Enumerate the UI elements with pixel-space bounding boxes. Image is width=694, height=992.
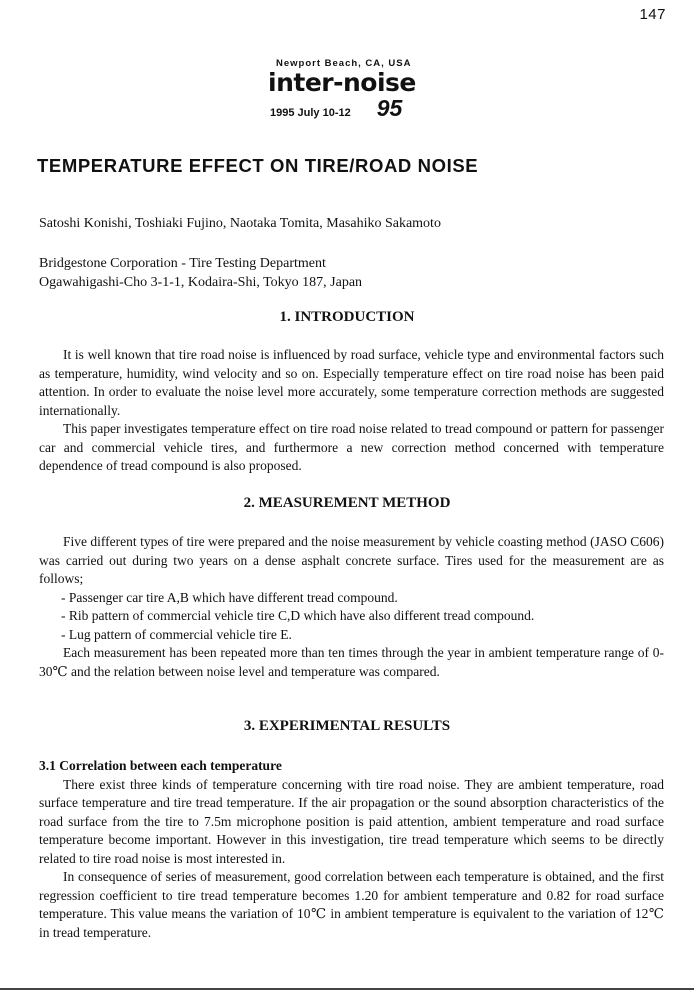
introduction-paragraph-2: This paper investigates temperature effect on tire road noise related to tread compound or pattern for passenger car and commercial vehicle tires, and furthermore a new correction method concerned with temperature dependence of tread compound is also proposed.: [39, 421, 664, 473]
results-paragraph-2: In consequence of series of measurement, good correlation between each temperature is obtained, and the first regression coefficient to tire tread temperature becomes 1.20 for ambient temperature and 0.82 for road surface temperature. This value means the variation of 10℃ in ambient temperature is equivalent to the variation of 12℃ in tread temperature.: [39, 869, 664, 940]
section-heading-measurement: 2. MEASUREMENT METHOD: [243, 495, 451, 511]
introduction-body: [39, 346, 664, 476]
section-heading-introduction: 1. INTRODUCTION: [279, 309, 415, 325]
paper-title: TEMPERATURE EFFECT ON TIRE/ROAD NOISE: [37, 155, 479, 176]
tire-list-item: - Lug pattern of commercial vehicle tire E.: [61, 626, 292, 642]
conference-logo: inter-noise: [268, 68, 416, 97]
measurement-body: [39, 533, 664, 681]
conference-date-row: [268, 95, 448, 121]
conference-location: Newport Beach, CA, USA: [276, 58, 412, 69]
affiliation-line-2: Ogawahigashi-Cho 3-1-1, Kodaira-Shi, Tokyo 187, Japan: [39, 275, 363, 290]
section-heading-results: 3. EXPERIMENTAL RESULTS: [243, 718, 451, 734]
affiliation: [39, 254, 362, 292]
conference-header: [268, 58, 448, 119]
page-number: 147: [639, 6, 666, 23]
results-subheading: 3.1 Correlation between each temperature: [39, 758, 282, 773]
results-paragraph-1: There exist three kinds of temperature concerning with tire road noise. They are ambient temperature, road surface temperature and tire tread temperature. If the air propagation or the sound absorption characteristics of the road surface from the tire to 7.5m microphone position is paid attention, ambient temperature and road surface temperature become important. However in this investigation, tire tread temperature which seems to be directly related to tire road noise is most interested in.: [39, 776, 664, 866]
conference-year: 95: [376, 95, 403, 121]
affiliation-line-1: Bridgestone Corporation - Tire Testing Department: [39, 256, 326, 271]
results-body: [39, 757, 664, 942]
introduction-paragraph-1: It is well known that tire road noise is influenced by road surface, vehicle type and environmental factors such as temperature, humidity, wind velocity and so on. Especially temperature effect on tire road noise has been paid attention. In order to evaluate the noise level more accurately, some temperature correction methods are suggested internationally.: [39, 347, 664, 418]
measurement-paragraph-2: Each measurement has been repeated more than ten times through the year in ambient temperature range of 0-30℃ and the relation between noise level and temperature was compared.: [39, 645, 664, 679]
authors: Satoshi Konishi, Toshiaki Fujino, Naotaka Tomita, Masahiko Sakamoto: [39, 216, 441, 231]
tire-list-item: - Passenger car tire A,B which have different tread compound.: [61, 589, 398, 605]
conference-dates: 1995 July 10-12: [270, 107, 351, 119]
tire-list-item: - Rib pattern of commercial vehicle tire C,D which have also different tread compound.: [61, 608, 535, 623]
measurement-paragraph-1: Five different types of tire were prepared and the noise measurement by vehicle coasting method (JASO C606) was carried out during two years on a dense asphalt concrete surface. Tires used for the measurement are as follows;: [39, 534, 664, 586]
page-bottom-rule: [0, 988, 694, 990]
